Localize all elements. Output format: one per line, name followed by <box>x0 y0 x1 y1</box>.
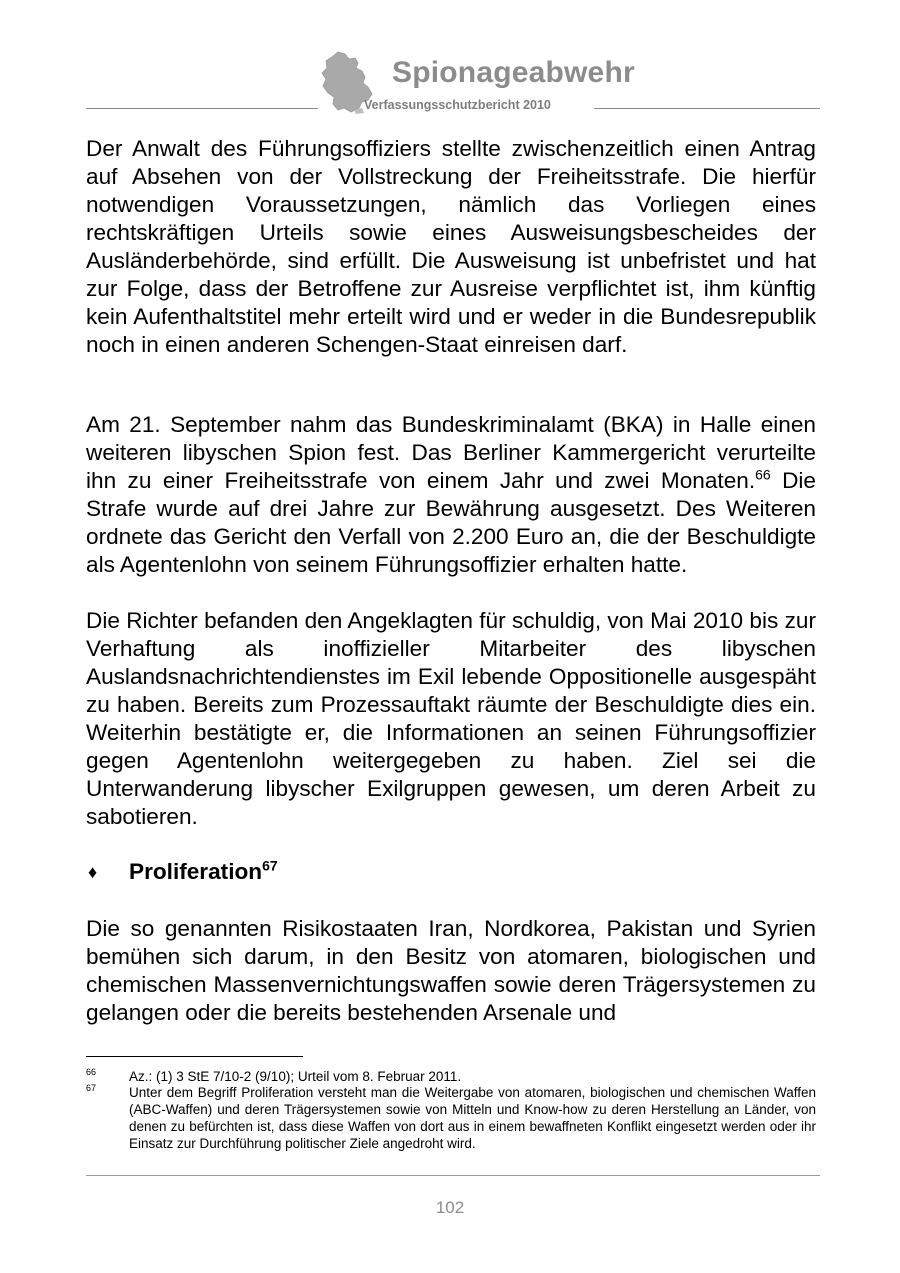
page-header <box>0 0 900 120</box>
footnote-ref-66[interactable]: 66 <box>755 466 771 483</box>
paragraph-2 <box>86 411 816 579</box>
footnote-ref-67[interactable]: 67 <box>262 857 278 874</box>
footnote-divider <box>86 1056 303 1057</box>
paragraph-2-text-b: Die Strafe wurde auf drei Jahre zur Bewährung ausgesetzt. Des Weiteren ordnete das Gericht den Verfall von 2.200 Euro an, die der Beschuldigte als Agentenlohn von seinem Führungsoffizier erhalten hatte. <box>86 468 816 577</box>
page-number: 102 <box>435 1198 465 1217</box>
paragraph-1: Der Anwalt des Führungsoffiziers stellte zwischenzeitlich einen Antrag auf Absehen von der Vollstreckung der Freiheitsstrafe. Die hierfür notwendigen Voraussetzungen, nämlich das Vorliegen eines rechtskräftigen Urteils sowie eines Ausweisungsbescheides der Ausländerbehörde, sind erfüllt. Die Ausweisung ist unbefristet und hat zur Folge, dass der Betroffene zur Ausreise verpflichtet ist, ihm künftig kein Aufenthaltstitel mehr erteilt wird und er weder in die Bundesrepublik noch in einen anderen Schengen-Staat einreisen darf. <box>86 136 816 357</box>
header-rule-left <box>86 108 318 109</box>
diamond-bullet-icon: ♦ <box>88 862 98 882</box>
footer-rule <box>86 1175 820 1176</box>
section-title-text: Proliferation <box>129 859 263 884</box>
paragraph-3: Die Richter befanden den Angeklagten für schuldig, von Mai 2010 bis zur Verhaftung als inoffizieller Mitarbeiter des libyschen Auslandsnachrichtendienstes im Exil lebende Oppositionelle ausgespäht zu haben. Bereits zum Prozessauftakt räumte der Beschuldigte dies ein. Weiterhin bestätigte er, die Informationen an seinen Führungsoffizier gegen Agentenlohn weitergegeben zu haben. Ziel sei die Unterwanderung libyscher Exilgruppen gewesen, um deren Arbeit zu sabotieren. <box>86 608 816 829</box>
section-heading <box>86 856 816 888</box>
footnote-number: 66 <box>86 1067 97 1077</box>
footnote-text: Az.: (1) 3 StE 7/10-2 (9/10); Urteil vom 8. Februar 2011. <box>129 1069 462 1084</box>
paragraph-2-text-a: Am 21. September nahm das Bundeskriminalamt (BKA) in Halle einen weiteren libyschen Spion fest. Das Berliner Kammergericht verurteilte ihn zu einer Freiheitsstrafe von einem Jahr und zwei Monaten. <box>86 412 816 493</box>
header-rule-right <box>594 108 820 109</box>
section-title <box>129 856 278 888</box>
footnote-number: 67 <box>86 1083 97 1093</box>
header-title: Spionageabwehr <box>392 56 635 89</box>
paragraph-4: Die so genannten Risikostaaten Iran, Nordkorea, Pakistan und Syrien bemühen sich darum, in den Besitz von atomaren, biologischen und chemischen Massenvernichtungswaffen sowie deren Trägersystemen zu gelangen oder die bereits bestehenden Arsenale und <box>86 916 816 1025</box>
footnote-text: Unter dem Begriff Proliferation versteht man die Weitergabe von atomaren, biologischen und chemischen Waffen (ABC-Waffen) und deren Trägersystemen sowie von Mitteln und Know-how zu deren Herstellung an Länder, von denen zu befürchten ist, dass diese Waffen von dort aus in einem bewaffneten Konflikt eingesetzt werden oder ihr Einsatz zur Durchführung politischer Ziele angedroht wird. <box>129 1085 816 1151</box>
header-subtitle: Verfassungsschutzbericht 2010 <box>364 98 551 112</box>
